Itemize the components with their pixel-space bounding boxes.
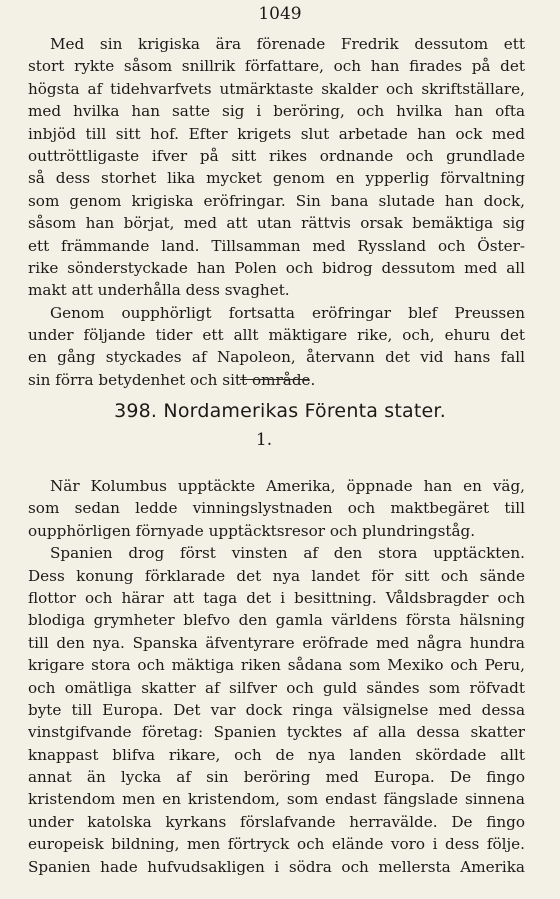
text-line: outtröttligaste ifver på sitt rikes ordnande och grundlade bbox=[28, 146, 525, 165]
text-line: stort rykte såsom snillrik författare, och han firades på det bbox=[28, 57, 525, 76]
text-line: som sedan ledde vinningslystnaden och maktbegäret till bbox=[28, 499, 525, 518]
text-line: När Kolumbus upptäckte Amerika, öppnade han en väg, bbox=[50, 477, 525, 495]
text-line: Dess konung förklarade det nya landet för sitt och sände bbox=[28, 566, 525, 585]
text-line: Spanien drog först vinsten af den stora upptäckten. bbox=[50, 544, 525, 563]
text-line: Spanien hade hufvudsakligen i södra och mellersta Amerika bbox=[28, 857, 525, 876]
subsection-number: 1. bbox=[255, 430, 273, 450]
text-line: inbjöd till sitt hof. Efter krigets slut arbetade han ock med bbox=[28, 124, 525, 143]
text-line: Genom oupphörligt fortsatta eröfringar blef Preussen bbox=[50, 303, 525, 322]
text-line: högsta af tidehvarfvets utmärktaste skalder och skriftställare, bbox=[28, 79, 525, 98]
section-heading: 398. Nordamerikas Förenta stater. bbox=[114, 400, 446, 422]
text-line: och omätliga skatter af silfver och guld sändes som röfvadt bbox=[28, 678, 525, 697]
text-line: annat än lycka af sin beröring med Europa. De fingo bbox=[28, 768, 525, 787]
text-line: kristendom men en kristendom, som endast fängslade sinnena bbox=[28, 790, 525, 809]
section-2-text bbox=[28, 475, 525, 878]
text-line: vinstgifvande företag: Spanien tycktes af alla dessa skatter bbox=[28, 723, 525, 742]
text-line: byte till Europa. Det var dock ringa välsignelse med dessa bbox=[28, 700, 525, 719]
text-line: som genom krigiska eröfringar. Sin bana slutade han dock, bbox=[28, 191, 525, 210]
text-line: ett främmande land. Tillsamman med Ryssland och Öster- bbox=[28, 236, 525, 255]
text-line: oupphörligen förnyade upptäcktsresor och plundringståg. bbox=[28, 521, 476, 540]
text-line: europeisk bildning, men förtryck och elände voro i dess följe. bbox=[28, 835, 525, 854]
text-line: krigare stora och mäktiga riken sådana som Mexiko och Peru, bbox=[28, 656, 525, 675]
text-line: till den nya. Spanska äfventyrare eröfrade med några hundra bbox=[28, 633, 525, 652]
text-line: så dess storhet lika mycket genom en ypperlig förvaltning bbox=[28, 169, 525, 188]
text-line: såsom han börjat, med att utan rättvis orsak bemäktiga sig bbox=[28, 214, 525, 233]
text-line: flottor och härar att taga det i besittning. Våldsbragder och bbox=[28, 588, 525, 607]
text-line: sin förra betydenhet och sitt område. bbox=[28, 370, 316, 389]
section-1-text bbox=[28, 33, 525, 391]
text-line: Med sin krigiska ära förenade Fredrik dessutom ett bbox=[50, 35, 525, 53]
text-line: makt att underhålla dess svaghet. bbox=[28, 281, 290, 300]
text-line: under katolska kyrkans förslafvande herravälde. De fingo bbox=[28, 812, 525, 831]
text-line: med hvilka han satte sig i beröring, och hvilka han ofta bbox=[28, 102, 525, 121]
text-line: knappast blifva rikare, och de nya landen skördade allt bbox=[28, 745, 525, 764]
text-line: en gång styckades af Napoleon, återvann det vid hans fall bbox=[28, 348, 525, 367]
text-line: rike sönderstyckade han Polen och bidrog dessutom med all bbox=[28, 258, 525, 277]
text-line: under följande tider ett allt mäktigare rike, och, ehuru det bbox=[28, 326, 525, 345]
section-divider bbox=[240, 379, 308, 380]
page-number: 1049 bbox=[258, 4, 302, 24]
text-line: blodiga grymheter blefvo den gamla världens första hälsning bbox=[28, 611, 525, 630]
